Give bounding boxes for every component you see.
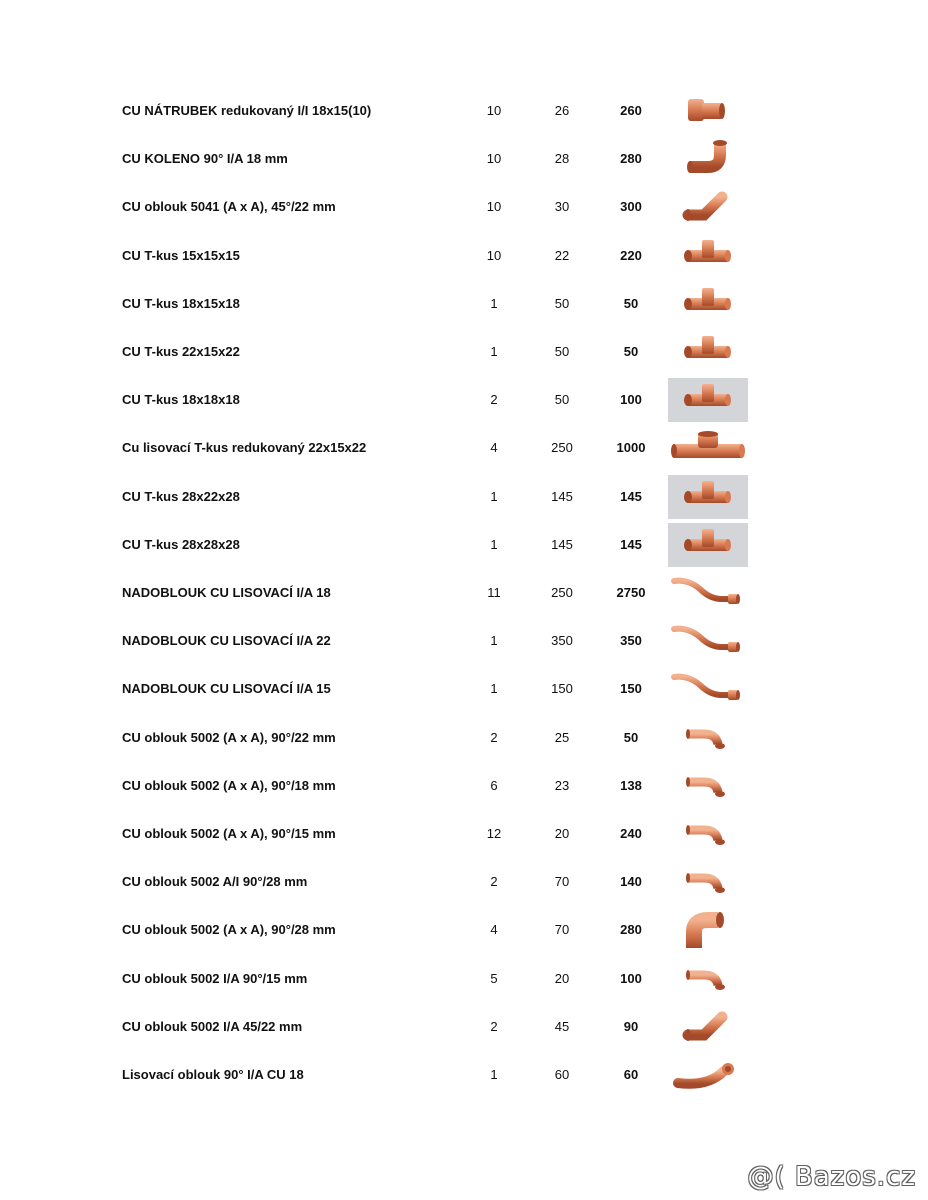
table-row xyxy=(0,569,928,617)
crossover-bend-icon xyxy=(668,571,748,615)
item-total: 140 xyxy=(620,874,642,890)
tee-icon xyxy=(668,523,748,567)
item-total: 260 xyxy=(620,103,642,118)
item-name: CU oblouk 5041 (A x A), 45°/22 mm xyxy=(122,199,336,215)
item-unit-price: 50 xyxy=(554,344,570,359)
table-row xyxy=(0,376,928,424)
item-name: CU T-kus 18x18x18 xyxy=(122,392,240,408)
tee-icon xyxy=(668,330,748,374)
item-unit-price: 70 xyxy=(554,922,570,938)
item-name: CU oblouk 5002 (A x A), 90°/28 mm xyxy=(122,922,336,938)
item-quantity: 2 xyxy=(490,874,498,890)
item-unit-price: 20 xyxy=(554,970,570,986)
table-row xyxy=(0,1051,928,1099)
coupling-icon xyxy=(668,89,748,133)
item-quantity: 10 xyxy=(486,103,502,118)
item-quantity: 2 xyxy=(490,729,498,745)
item-quantity: 2 xyxy=(490,1018,498,1034)
item-unit-price: 30 xyxy=(554,199,570,215)
item-quantity: 11 xyxy=(487,585,501,600)
item-total: 220 xyxy=(620,247,642,263)
item-quantity: 6 xyxy=(490,777,498,793)
item-name: Lisovací oblouk 90° I/A CU 18 xyxy=(122,1067,304,1082)
item-name: CU oblouk 5002 (A x A), 90°/22 mm xyxy=(122,729,336,745)
item-total: 138 xyxy=(620,777,642,793)
crossover-bend-icon xyxy=(668,667,748,711)
item-quantity: 2 xyxy=(490,392,498,408)
table-row xyxy=(0,521,928,569)
table-row xyxy=(0,135,928,183)
item-unit-price: 145 xyxy=(551,488,573,504)
item-unit-price: 26 xyxy=(554,103,570,118)
item-total: 280 xyxy=(620,151,642,167)
table-row xyxy=(0,858,928,906)
item-unit-price: 350 xyxy=(551,633,573,649)
item-name: CU oblouk 5002 I/A 90°/15 mm xyxy=(122,970,308,986)
press-tee-icon xyxy=(668,426,748,470)
item-name: CU T-kus 28x22x28 xyxy=(122,488,240,504)
tee-icon xyxy=(668,234,748,278)
item-unit-price: 28 xyxy=(554,151,570,167)
table-row xyxy=(0,328,928,376)
item-unit-price: 25 xyxy=(554,729,570,745)
item-name: CU NÁTRUBEK redukovaný I/I 18x15(10) xyxy=(122,103,372,118)
item-quantity: 1 xyxy=(490,633,498,649)
item-name: CU T-kus 28x28x28 xyxy=(122,536,240,552)
tee-icon xyxy=(668,282,748,326)
large-elbow-icon xyxy=(668,908,748,952)
item-total: 60 xyxy=(623,1067,639,1082)
item-quantity: 1 xyxy=(490,344,498,359)
item-total: 2750 xyxy=(616,585,646,600)
crossover-bend-icon xyxy=(668,619,748,663)
bend-90-icon xyxy=(668,716,748,760)
table-row xyxy=(0,906,928,954)
table-row xyxy=(0,1003,928,1051)
item-total: 90 xyxy=(623,1018,639,1034)
item-unit-price: 45 xyxy=(554,1018,570,1034)
item-name: CU T-kus 15x15x15 xyxy=(122,247,240,263)
bend-90-icon xyxy=(668,764,748,808)
item-quantity: 4 xyxy=(490,922,498,938)
item-name: CU T-kus 18x15x18 xyxy=(122,295,240,311)
item-unit-price: 250 xyxy=(551,585,573,600)
item-name: CU KOLENO 90° I/A 18 mm xyxy=(122,151,288,167)
bend-90-icon xyxy=(668,957,748,1001)
item-name: CU oblouk 5002 (A x A), 90°/18 mm xyxy=(122,777,336,793)
item-unit-price: 145 xyxy=(551,536,573,552)
item-unit-price: 250 xyxy=(551,440,573,456)
item-total: 240 xyxy=(620,826,642,841)
table-row xyxy=(0,665,928,713)
item-unit-price: 60 xyxy=(554,1067,570,1082)
table-row xyxy=(0,87,928,135)
watermark: @( Bazos.cz xyxy=(747,1162,916,1192)
item-total: 1000 xyxy=(616,440,646,456)
item-quantity: 1 xyxy=(490,488,498,504)
item-name: NADOBLOUK CU LISOVACÍ I/A 15 xyxy=(122,681,331,697)
item-quantity: 1 xyxy=(490,1067,498,1082)
table-row xyxy=(0,617,928,665)
item-quantity: 1 xyxy=(490,536,498,552)
item-total: 300 xyxy=(620,199,642,215)
table-row xyxy=(0,424,928,472)
item-quantity: 12 xyxy=(486,826,502,841)
item-total: 145 xyxy=(620,536,642,552)
table-row xyxy=(0,473,928,521)
item-quantity: 10 xyxy=(486,199,502,215)
item-quantity: 4 xyxy=(490,440,498,456)
table-row xyxy=(0,714,928,762)
item-total: 145 xyxy=(620,488,642,504)
item-quantity: 1 xyxy=(490,681,498,697)
item-total: 100 xyxy=(620,392,642,408)
item-name: CU oblouk 5002 I/A 45/22 mm xyxy=(122,1018,303,1034)
table-row xyxy=(0,280,928,328)
bend-90-icon xyxy=(668,860,748,904)
item-unit-price: 50 xyxy=(554,295,570,311)
table-row xyxy=(0,183,928,231)
item-unit-price: 20 xyxy=(554,826,570,841)
elbow-45-icon xyxy=(668,1005,748,1049)
item-quantity: 10 xyxy=(486,247,502,263)
item-unit-price: 70 xyxy=(554,874,570,890)
item-total: 280 xyxy=(620,922,642,938)
item-unit-price: 150 xyxy=(551,681,573,697)
table-row xyxy=(0,810,928,858)
item-total: 350 xyxy=(620,633,642,649)
item-name: CU T-kus 22x15x22 xyxy=(122,344,240,359)
item-quantity: 1 xyxy=(490,295,498,311)
elbow-90-icon xyxy=(668,137,748,181)
item-quantity: 5 xyxy=(490,970,498,986)
item-total: 50 xyxy=(623,729,639,745)
item-name: NADOBLOUK CU LISOVACÍ I/A 18 xyxy=(122,585,331,600)
item-total: 150 xyxy=(620,681,642,697)
item-total: 100 xyxy=(620,970,642,986)
item-name: NADOBLOUK CU LISOVACÍ I/A 22 xyxy=(122,633,331,649)
item-quantity: 10 xyxy=(486,151,502,167)
table-row xyxy=(0,955,928,1003)
press-bend-icon xyxy=(668,1053,748,1097)
item-name: Cu lisovací T-kus redukovaný 22x15x22 xyxy=(122,440,367,456)
item-total: 50 xyxy=(623,295,639,311)
elbow-45-icon xyxy=(668,185,748,229)
item-unit-price: 23 xyxy=(554,777,570,793)
tee-icon xyxy=(668,378,748,422)
bend-90-icon xyxy=(668,812,748,856)
item-unit-price: 50 xyxy=(554,392,570,408)
item-name: CU oblouk 5002 A/I 90°/28 mm xyxy=(122,874,308,890)
item-name: CU oblouk 5002 (A x A), 90°/15 mm xyxy=(122,826,336,841)
table-row xyxy=(0,762,928,810)
item-unit-price: 22 xyxy=(554,247,570,263)
item-total: 50 xyxy=(623,344,639,359)
table-row xyxy=(0,232,928,280)
tee-icon xyxy=(668,475,748,519)
